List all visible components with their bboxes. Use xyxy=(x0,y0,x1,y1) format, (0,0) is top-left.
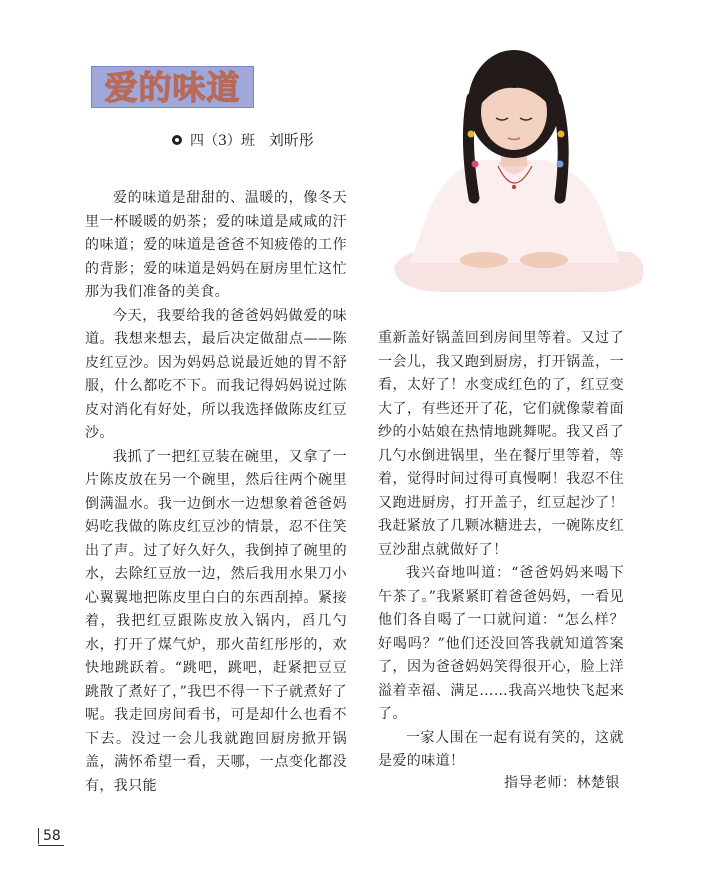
paragraph: 我抓了一把红豆装在碗里，又拿了一片陈皮放在另一个碗里，然后往两个碗里倒满温水。我一边倒水一边想象着爸爸妈妈吃我做的陈皮红豆沙的情景，忍不住笑出了声。过了好久好久，我倒掉了碗里的水，去除红豆放一边，然后我用水果刀小心翼翼地把陈皮里白白的东西刮掉。紧接着，我把红豆跟陈皮放入锅内，舀几勺水，打开了煤气炉，那火苗红彤彤的，欢快地跳跃着。“跳吧，跳吧，赶紧把豆豆跳散了煮好了，”我巴不得一下子就煮好了呢。我走回房间看书，可是却什么也看不下去。没过一会儿我就跑回厨房掀开锅盖，满怀希望一看，天哪，一点变化都没有，我只能 xyxy=(85,448,347,794)
author-photo xyxy=(380,38,648,298)
right-column xyxy=(378,327,624,774)
paragraph: 重新盖好锅盖回到房间里等着。又过了一会儿，我又跑到厨房，打开锅盖，一看，太好了！水变成红色的了，红豆变大了，有些还开了花，它们就像蒙着面纱的小姑娘在热情地跳舞呢。我又舀了几勺水倒进锅里，坐在餐厅里等着，等着，觉得时间过得可真慢啊！我忍不住又跑进厨房，打开盖子，红豆起沙了！我赶紧放了几颗冰糖进去，一碗陈皮红豆沙甜点就做好了！ xyxy=(378,330,624,558)
page-number: 58 xyxy=(38,828,61,844)
author-class: 四（3）班 xyxy=(190,132,255,149)
page-number-rule xyxy=(38,845,64,846)
paragraph: 今天，我要给我的爸爸妈妈做爱的味道。我想来想去，最后决定做甜点——陈皮红豆沙。因为妈妈总说最近她的胃不舒服，什么都吃不下。而我记得妈妈说过陈皮对消化有好处，所以我选择做陈皮红豆沙。 xyxy=(85,307,347,441)
article-title: 爱的味道 xyxy=(104,67,241,107)
left-column xyxy=(85,187,347,798)
title-banner xyxy=(91,66,254,108)
author-name: 刘昕彤 xyxy=(268,131,314,149)
instructor-credit: 指导老师：林楚银 xyxy=(504,775,620,791)
bullet-icon xyxy=(172,135,182,145)
paragraph: 爱的味道是甜甜的、温暖的，像冬天里一杯暖暖的奶茶；爱的味道是咸咸的汗的味道；爱的味道是爸爸不知疲倦的工作的背影；爱的味道是妈妈在厨房里忙这忙那为我们准备的美食。 xyxy=(85,190,347,300)
byline xyxy=(172,129,314,150)
paragraph: 我兴奋地叫道：“爸爸妈妈来喝下午茶了。”我紧紧盯着爸爸妈妈，一看见他们各自喝了一口就问道：“怎么样？好喝吗？”他们还没回答我就知道答案了，因为爸爸妈妈笑得很开心，脸上洋溢着幸福、满足……我高兴地快飞起来了。 xyxy=(378,565,624,722)
paragraph: 一家人围在一起有说有笑的，这就是爱的味道！ xyxy=(378,729,624,769)
